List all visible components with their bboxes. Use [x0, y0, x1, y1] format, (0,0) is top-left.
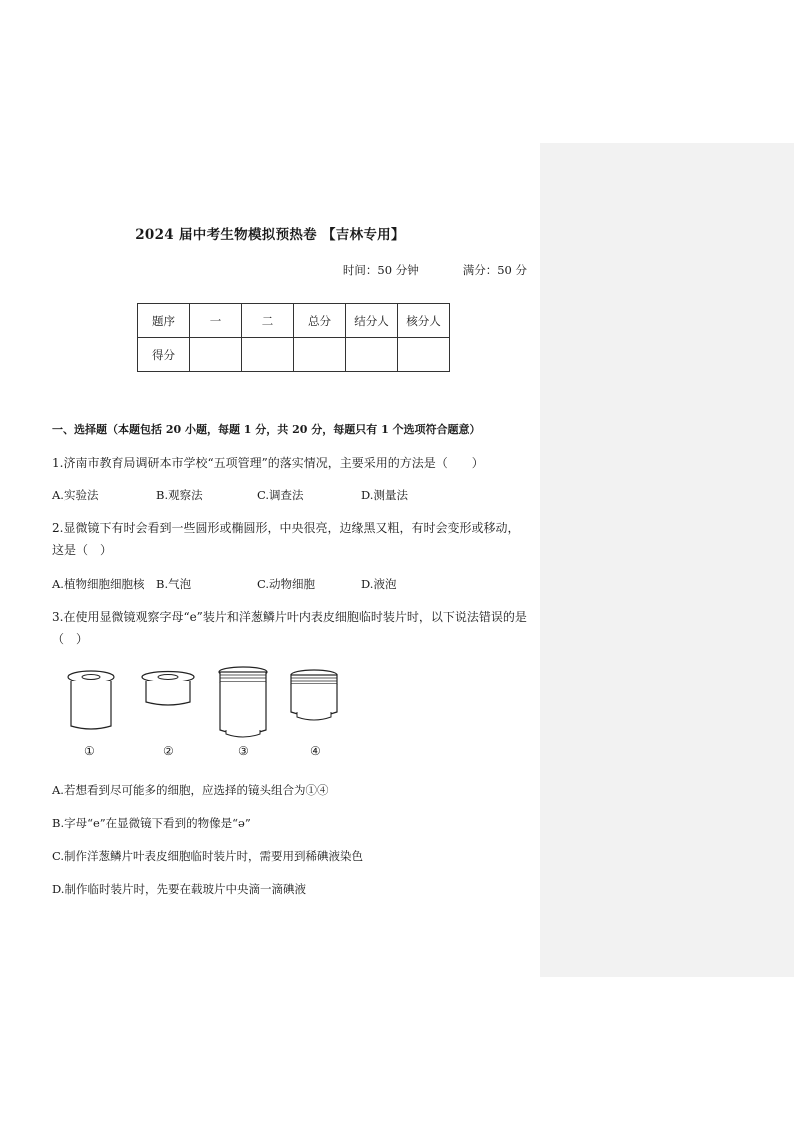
exam-meta	[0, 262, 527, 278]
score-cell	[346, 338, 398, 372]
score-table-header-row	[138, 304, 450, 338]
option-c: C.动物细胞	[257, 577, 316, 591]
lens-label-3: ③	[238, 744, 249, 758]
objective-short-icon	[288, 668, 340, 726]
score-table	[137, 303, 450, 372]
score-cell	[294, 338, 346, 372]
option-c: C.调查法	[257, 488, 304, 502]
option-d: D.测量法	[361, 488, 408, 502]
lens-figure	[60, 664, 350, 764]
option-b: B.观察法	[156, 488, 203, 502]
lens-label-4: ④	[310, 744, 321, 758]
score-table-header-cell: 结分人	[346, 304, 398, 338]
score-table-header-cell: 一	[190, 304, 242, 338]
lens-label-1: ①	[84, 744, 95, 758]
option-a: A.植物细胞细胞核	[52, 577, 145, 591]
score-cell	[398, 338, 450, 372]
page-title: 2024 届中考生物模拟预热卷 【吉林专用】	[135, 227, 405, 243]
score-table-score-row	[138, 338, 450, 372]
score-table-header-cell: 总分	[294, 304, 346, 338]
eyepiece-short-icon	[140, 670, 196, 710]
score-table-row-label: 得分	[138, 338, 190, 372]
score-cell	[242, 338, 294, 372]
score-table-header-cell: 核分人	[398, 304, 450, 338]
option-a: A.若想看到尽可能多的细胞，应选择的镜头组合为①④	[52, 783, 329, 797]
question-1-options	[52, 487, 408, 503]
question-3-text: 3.在使用显微镜观察字母“e”装片和洋葱鳞片叶内表皮细胞临时装片时，以下说法错误的是（ ）	[52, 610, 527, 646]
objective-long-icon	[216, 664, 270, 740]
option-a: A.实验法	[52, 488, 99, 502]
option-d: D.液泡	[361, 577, 397, 591]
question-1-text: 1.济南市教育局调研本市学校“五项管理”的落实情况，主要采用的方法是（ ）	[52, 456, 484, 470]
question-2-text: 2.显微镜下有时会看到一些圆形或椭圆形，中央很亮，边缘黑又粗，有时会变形或移动，这是（ ）	[52, 521, 520, 557]
score-cell	[190, 338, 242, 372]
score-table-header-cell: 题序	[138, 304, 190, 338]
exam-time: 时间：50 分钟	[342, 263, 419, 277]
question-2-options	[52, 576, 396, 592]
exam-full-score: 满分：50 分	[462, 263, 527, 277]
lens-label-2: ②	[163, 744, 174, 758]
comment-pane	[540, 143, 794, 977]
option-c: C.制作洋葱鳞片叶表皮细胞临时装片时，需要用到稀碘液染色	[52, 849, 364, 863]
score-table-header-cell: 二	[242, 304, 294, 338]
section-heading: 一、选择题（本题包括 20 小题，每题 1 分，共 20 分，每题只有 1 个选项符合题意）	[52, 423, 481, 436]
option-b: B.字母“e”在显微镜下看到的物像是“ə”	[52, 816, 251, 830]
option-b: B.气泡	[156, 577, 192, 591]
eyepiece-long-icon	[66, 668, 116, 734]
option-d: D.制作临时装片时，先要在载玻片中央滴一滴碘液	[52, 882, 306, 896]
